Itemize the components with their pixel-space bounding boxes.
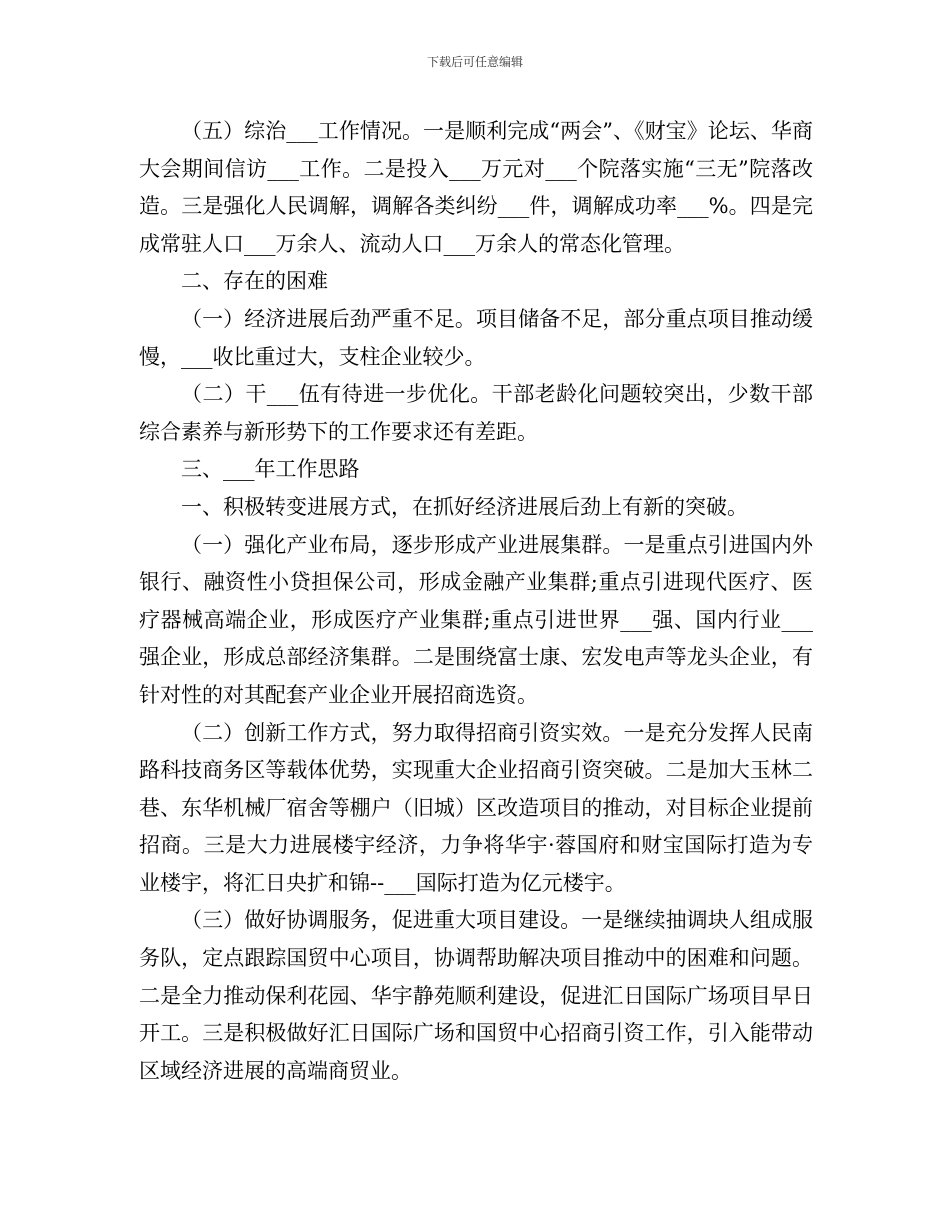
section-heading-work-plan: 三、___年工作思路	[181, 457, 360, 482]
paragraph-plan-heading-1: 一、积极转变进展方式，在抓好经济进展后劲上有新的突破。	[181, 494, 748, 519]
page-header: 下载后可任意编辑	[426, 55, 523, 69]
paragraph-zongzhi: （五）综治___工作情况。一是顺利完成“两会”、《财宝》论坛、华商大会期间信访___工作。二是投入___万元对___个院落实施“三无”院落改造。三是强化人民调解，调解各类纠纷___件，调解成功率___%。四是完成常驻人口___万余人、流动人口___万余人的常态化管理。	[139, 119, 813, 256]
paragraph-difficulty-1: （一）经济进展后劲严重不足。项目储备不足，部分重点项目推动缓慢，___收比重过大，支柱企业较少。	[139, 306, 813, 369]
paragraph-plan-1: （一）强化产业布局，逐步形成产业进展集群。一是重点引进国内外银行、融资性小贷担保公司，形成金融产业集群;重点引进现代医疗、医疗器械高端企业，形成医疗产业集群;重点引进世界___强、国内行业___强企业，形成总部经济集群。二是围绕富士康、宏发电声等龙头企业，有针对性的对其配套产业企业开展招商选资。	[139, 532, 813, 707]
paragraph-difficulty-2: （二）干___伍有待进一步优化。干部老龄化问题较突出，少数干部综合素养与新形势下的工作要求还有差距。	[139, 382, 813, 444]
section-heading-difficulties: 二、存在的困难	[181, 269, 328, 294]
paragraph-plan-3: （三）做好协调服务，促进重大项目建设。一是继续抽调块人组成服务队，定点跟踪国贸中心项目，协调帮助解决项目推动中的困难和问题。二是全力推动保利花园、华宇静苑顺利建设，促进汇日国际广场项目早日开工。三是积极做好汇日国际广场和国贸中心招商引资工作，引入能带动区域经济进展的高端商贸业。	[139, 908, 813, 1083]
document-body	[139, 113, 813, 1090]
paragraph-plan-2: （二）创新工作方式，努力取得招商引资实效。一是充分发挥人民南路科技商务区等载体优势，实现重大企业招商引资突破。二是加大玉林二巷、东华机械厂宿舍等棚户（旧城）区改造项目的推动，对目标企业提前招商。三是大力进展楼宇经济，力争将华宇·蓉国府和财宝国际打造为专业楼宇，将汇日央扩和锦--___国际打造为亿元楼宇。	[139, 720, 813, 895]
